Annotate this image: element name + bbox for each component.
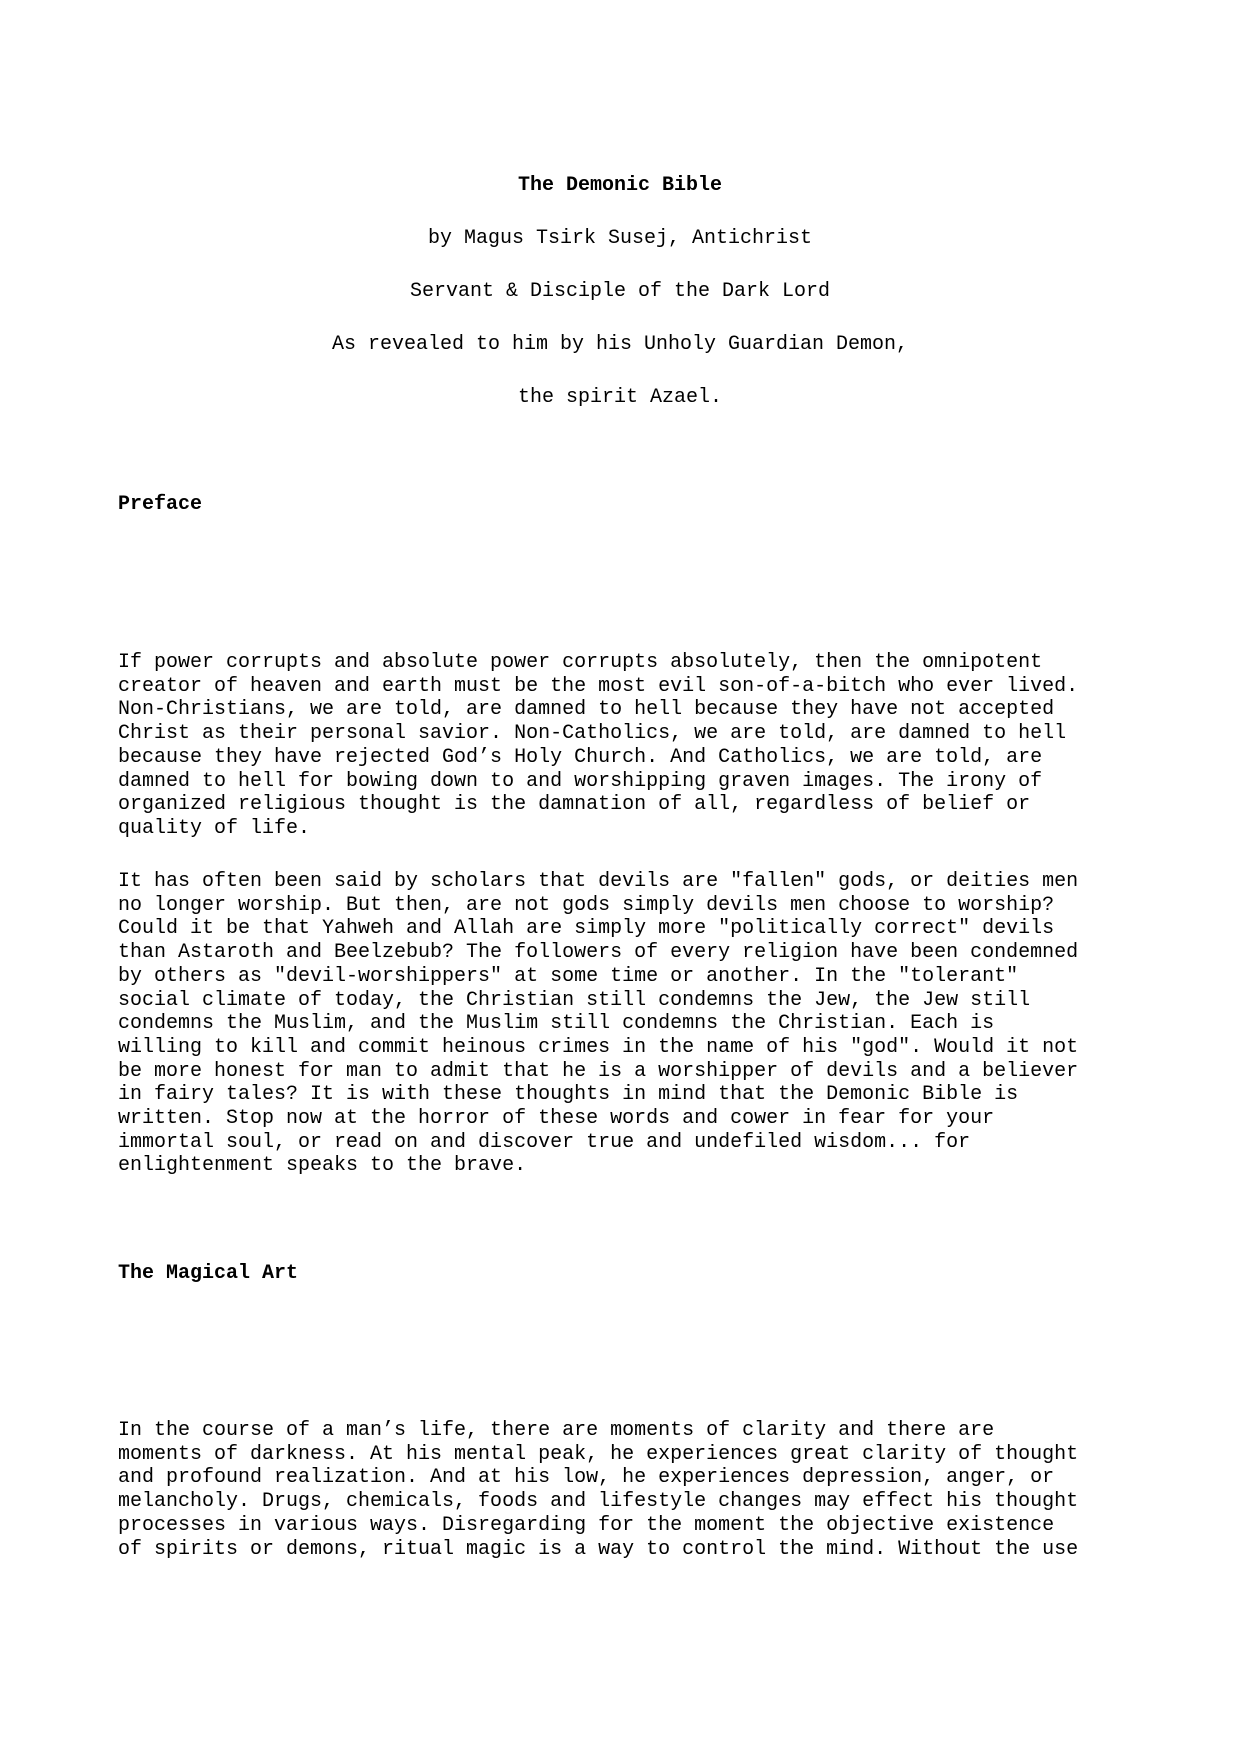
paragraph-line: social climate of today, the Christian still condemns the Jew, the Jew still [118, 988, 1031, 1012]
document-title: The Demonic Bible [517, 174, 723, 197]
paragraph-line: In the course of a man’s life, there are moments of clarity and there are [118, 1419, 995, 1442]
paragraph-line: no longer worship. But then, are not gods simply devils men choose to worship? [118, 893, 1055, 917]
paragraph-line: creator of heaven and earth must be the most evil son-of-a-bitch who ever lived. [118, 674, 1079, 698]
paragraph-line: melancholy. Drugs, chemicals, foods and lifestyle changes may effect his thought [118, 1490, 1079, 1514]
magical-art-heading: The Magical Art [118, 1262, 299, 1285]
spirit-line: the spirit Azael. [517, 386, 723, 409]
paragraph-line: organized religious thought is the damnation of all, regardless of belief or [118, 793, 1031, 817]
paragraph-line: moments of darkness. At his mental peak, he experiences great clarity of thought [118, 1442, 1079, 1466]
paragraph-line: processes in various ways. Disregarding for the moment the objective existence [118, 1513, 1055, 1537]
paragraph-line: If power corrupts and absolute power corrupts absolutely, then the omnipotent [118, 651, 1043, 674]
paragraph-line: condemns the Muslim, and the Muslim still condemns the Christian. Each is [118, 1012, 995, 1036]
paragraph-line: Christ as their personal savior. Non-Catholics, we are told, are damned to hell [118, 722, 1067, 746]
role-line: Servant & Disciple of the Dark Lord [409, 280, 831, 303]
paragraph-line: of spirits or demons, ritual magic is a way to control the mind. Without the use [118, 1537, 1079, 1561]
magical-art-paragraph-1 [118, 1419, 1138, 1561]
author-line: by Magus Tsirk Susej, Antichrist [427, 227, 813, 250]
paragraph-line: because they have rejected God’s Holy Church. And Catholics, we are told, are [118, 745, 1043, 769]
preface-paragraph-1 [118, 651, 1138, 841]
paragraph-line: written. Stop now at the horror of these words and cower in fear for your [118, 1107, 995, 1131]
paragraph-line: It has often been said by scholars that devils are "fallen" gods, or deities men [118, 870, 1079, 893]
paragraph-line: damned to hell for bowing down to and worshipping graven images. The irony of [118, 769, 1043, 793]
paragraph-line: quality of life. [118, 816, 311, 840]
preface-heading: Preface [118, 493, 203, 516]
paragraph-line: willing to kill and commit heinous crimes in the name of his "god". Would it not [118, 1035, 1079, 1059]
paragraph-line: immortal soul, or read on and discover true and undefiled wisdom... for [118, 1130, 971, 1154]
paragraph-line: Non-Christians, we are told, are damned to hell because they have not accepted [118, 698, 1055, 722]
paragraph-line: Could it be that Yahweh and Allah are simply more "politically correct" devils [118, 917, 1055, 941]
title-block [0, 174, 1240, 439]
paragraph-line: be more honest for man to admit that he is a worshipper of devils and a believer [118, 1059, 1079, 1083]
paragraph-line: in fairy tales? It is with these thoughts in mind that the Demonic Bible is [118, 1083, 1019, 1107]
revealed-line: As revealed to him by his Unholy Guardian Demon, [331, 333, 909, 356]
paragraph-line: enlightenment speaks to the brave. [118, 1154, 527, 1178]
paragraph-line: than Astaroth and Beelzebub? The followers of every religion have been condemned [118, 941, 1079, 965]
preface-paragraph-2 [118, 870, 1138, 1178]
paragraph-line: and profound realization. And at his low, he experiences depression, anger, or [118, 1466, 1055, 1490]
paragraph-line: by others as "devil-worshippers" at some time or another. In the "tolerant" [118, 964, 1019, 988]
